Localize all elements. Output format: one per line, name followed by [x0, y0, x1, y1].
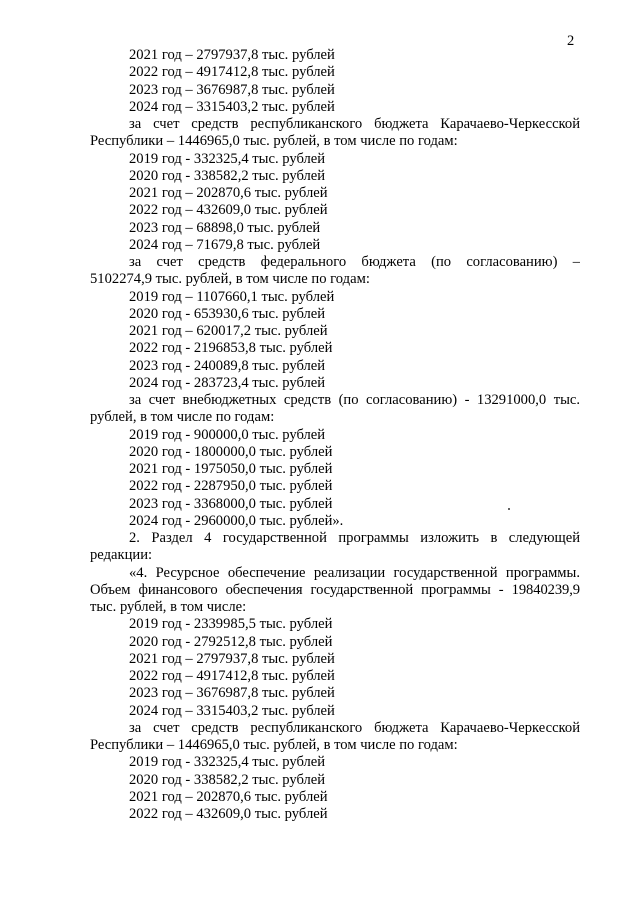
text-line: 2021 год – 2797937,8 тыс. рублей — [129, 650, 335, 667]
text-line: 2019 год – 1107660,1 тыс. рублей — [129, 288, 335, 305]
text-line: «4. Ресурсное обеспечение реализации государственной программы. — [129, 564, 580, 581]
text-line: 2024 год – 3315403,2 тыс. рублей — [129, 702, 335, 719]
text-line: 2022 год – 4917412,8 тыс. рублей — [129, 668, 335, 684]
text-line: 2019 год - 2339985,5 тыс. рублей — [129, 616, 333, 633]
text-line: тыс. рублей, в том числе: — [90, 599, 247, 615]
text-line: 2021 год – 2797937,8 тыс. рублей — [129, 47, 335, 63]
text-line: 2020 год - 1800000,0 тыс. рублей — [129, 443, 333, 460]
text-line: 2020 год - 338582,2 тыс. рублей — [129, 167, 326, 184]
page-number: 2 — [567, 33, 575, 49]
text-line: 2022 год – 432609,0 тыс. рублей — [129, 806, 328, 822]
text-line: 2019 год - 332325,4 тыс. рублей — [129, 150, 326, 167]
text-line: 2022 год – 4917412,8 тыс. рублей — [129, 64, 335, 81]
scan-speck — [508, 508, 510, 510]
text-line: за счет средств республиканского бюджета Карачаево-Черкесской — [129, 719, 580, 736]
text-line: 2019 год - 900000,0 тыс. рублей — [129, 426, 326, 443]
text-line: рублей, в том числе по годам: — [90, 409, 275, 426]
text-line: редакции: — [90, 547, 153, 564]
text-line: 2021 год - 1975050,0 тыс. рублей — [129, 461, 333, 477]
text-line: 2023 год - 3368000,0 тыс. рублей — [129, 495, 333, 512]
text-line: 2023 год – 3676987,8 тыс. рублей — [129, 685, 335, 702]
text-line: 2024 год – 3315403,2 тыс. рублей — [129, 98, 335, 115]
text-line: 2022 год - 2287950,0 тыс. рублей — [129, 478, 333, 495]
text-line: 2022 год - 2196853,8 тыс. рублей — [129, 340, 333, 357]
text-line: 2020 год - 338582,2 тыс. рублей — [129, 771, 326, 788]
text-line: 2024 год – 71679,8 тыс. рублей — [129, 236, 321, 253]
text-line: 2020 год - 2792512,8 тыс. рублей — [129, 633, 333, 650]
text-line: Республики – 1446965,0 тыс. рублей, в том числе по годам: — [90, 133, 458, 150]
text-line: 2021 год – 620017,2 тыс. рублей — [129, 323, 328, 339]
text-line: 2020 год - 653930,6 тыс. рублей — [129, 305, 326, 322]
document-body — [90, 47, 580, 823]
text-line: 2022 год – 432609,0 тыс. рублей — [129, 202, 328, 219]
text-line: за счет средств федерального бюджета (по согласованию) – — [129, 254, 580, 270]
text-line: 2023 год – 68898,0 тыс. рублей — [129, 219, 321, 236]
text-line: 2. Раздел 4 государственной программы изложить в следующей — [129, 530, 580, 546]
text-line: за счет средств республиканского бюджета Карачаево-Черкесской — [129, 116, 580, 132]
text-line: Республики – 1446965,0 тыс. рублей, в том числе по годам: — [90, 737, 458, 753]
text-line: 2019 год - 332325,4 тыс. рублей — [129, 754, 326, 771]
text-line: 2023 год - 240089,8 тыс. рублей — [129, 357, 326, 374]
text-line: 2021 год – 202870,6 тыс. рублей — [129, 185, 328, 201]
text-line: 2024 год - 2960000,0 тыс. рублей». — [129, 512, 344, 529]
text-line: Объем финансового обеспечения государственной программы - 19840239,9 — [90, 581, 580, 598]
text-line: 5102274,9 тыс. рублей, в том числе по годам: — [90, 271, 370, 288]
text-line: 2021 год – 202870,6 тыс. рублей — [129, 788, 328, 805]
text-line: 2023 год – 3676987,8 тыс. рублей — [129, 81, 335, 98]
text-line: за счет внебюджетных средств (по согласованию) - 13291000,0 тыс. — [129, 392, 580, 408]
text-line: 2024 год - 283723,4 тыс. рублей — [129, 374, 326, 391]
